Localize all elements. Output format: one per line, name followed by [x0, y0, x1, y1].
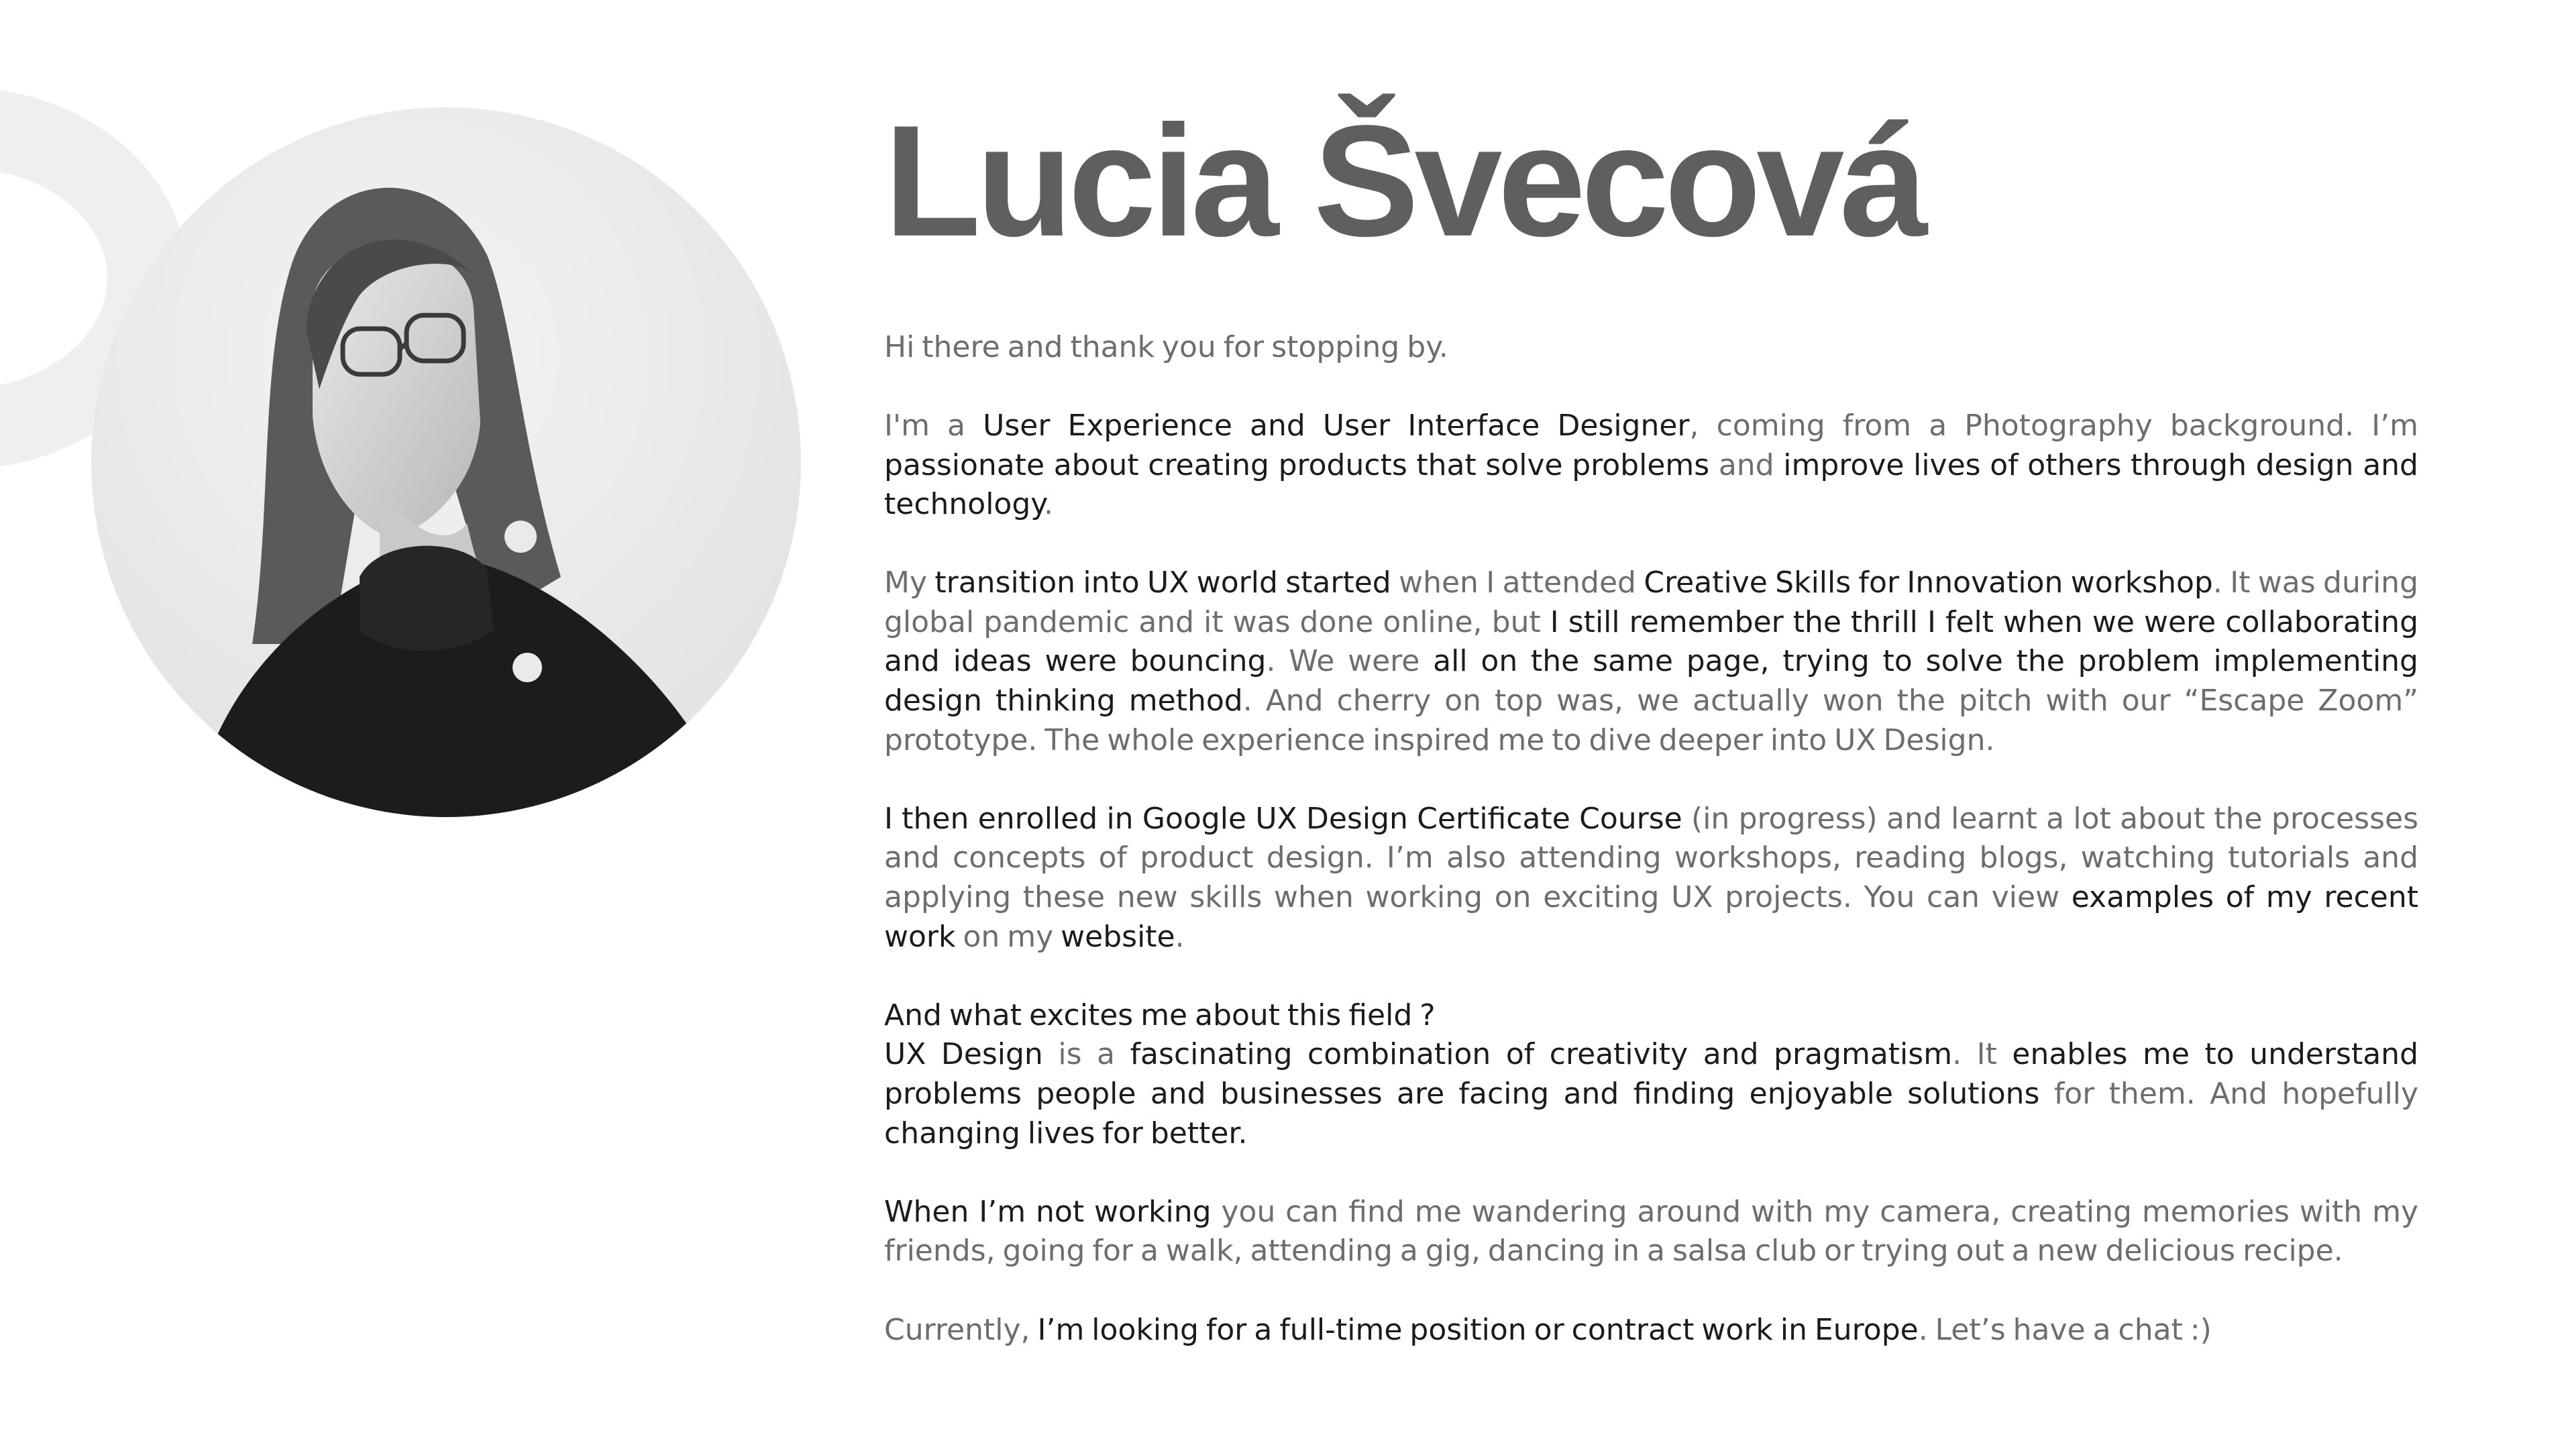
about-content: [884, 93, 2419, 1350]
transition-paragraph: My transition into UX world started when I attended Creative Skills for Innovation workshop. It was during global pandemic and it was done online, but I still remember the thrill I felt when we were collaborating and ideas were bouncing. We were all on the same page, trying to solve the problem implementing design thinking method. And cherry on top was, we actually won the pitch with our “Escape Zoom” prototype. The whole experience inspired me to dive deeper into UX Design.: [884, 566, 2418, 757]
closing-paragraph: Currently, I’m looking for a full-time position or contract work in Europe. Let’s have a chat :): [884, 1312, 2212, 1347]
website-link: website: [1061, 919, 1175, 954]
course-paragraph: I then enrolled in Google UX Design Certificate Course (in progress) and learnt a lot about the processes and concepts of product design. I’m also attending workshops, reading blogs, watching tutorials and applying these new skills when working on exciting UX projects. You can view examples of my recent work on my website.: [884, 801, 2418, 954]
question-heading: And what excites me about this field ?: [884, 998, 1436, 1032]
intro-paragraph: I'm a User Experience and User Interface Designer, coming from a Photography background. I’m passionate about creating products that solve problems and improve lives of others through design and technology.: [884, 408, 2418, 522]
ux-paragraph: UX Design is a fascinating combination of creativity and pragmatism. It enables me to understand problems people and businesses are facing and finding enjoyable solutions for them. And hopefully changing lives for better.: [884, 1037, 2419, 1150]
hobbies-paragraph: When I’m not working you can find me wandering around with my camera, creating memories with my friends, going for a walk, attending a gig, dancing in a salsa club or trying out a new delicious recipe.: [884, 1194, 2418, 1269]
page-title: Lucia Švecová: [884, 93, 1923, 270]
greeting-paragraph: Hi there and thank you for stopping by.: [884, 329, 1448, 364]
profile-photo: [91, 107, 801, 817]
